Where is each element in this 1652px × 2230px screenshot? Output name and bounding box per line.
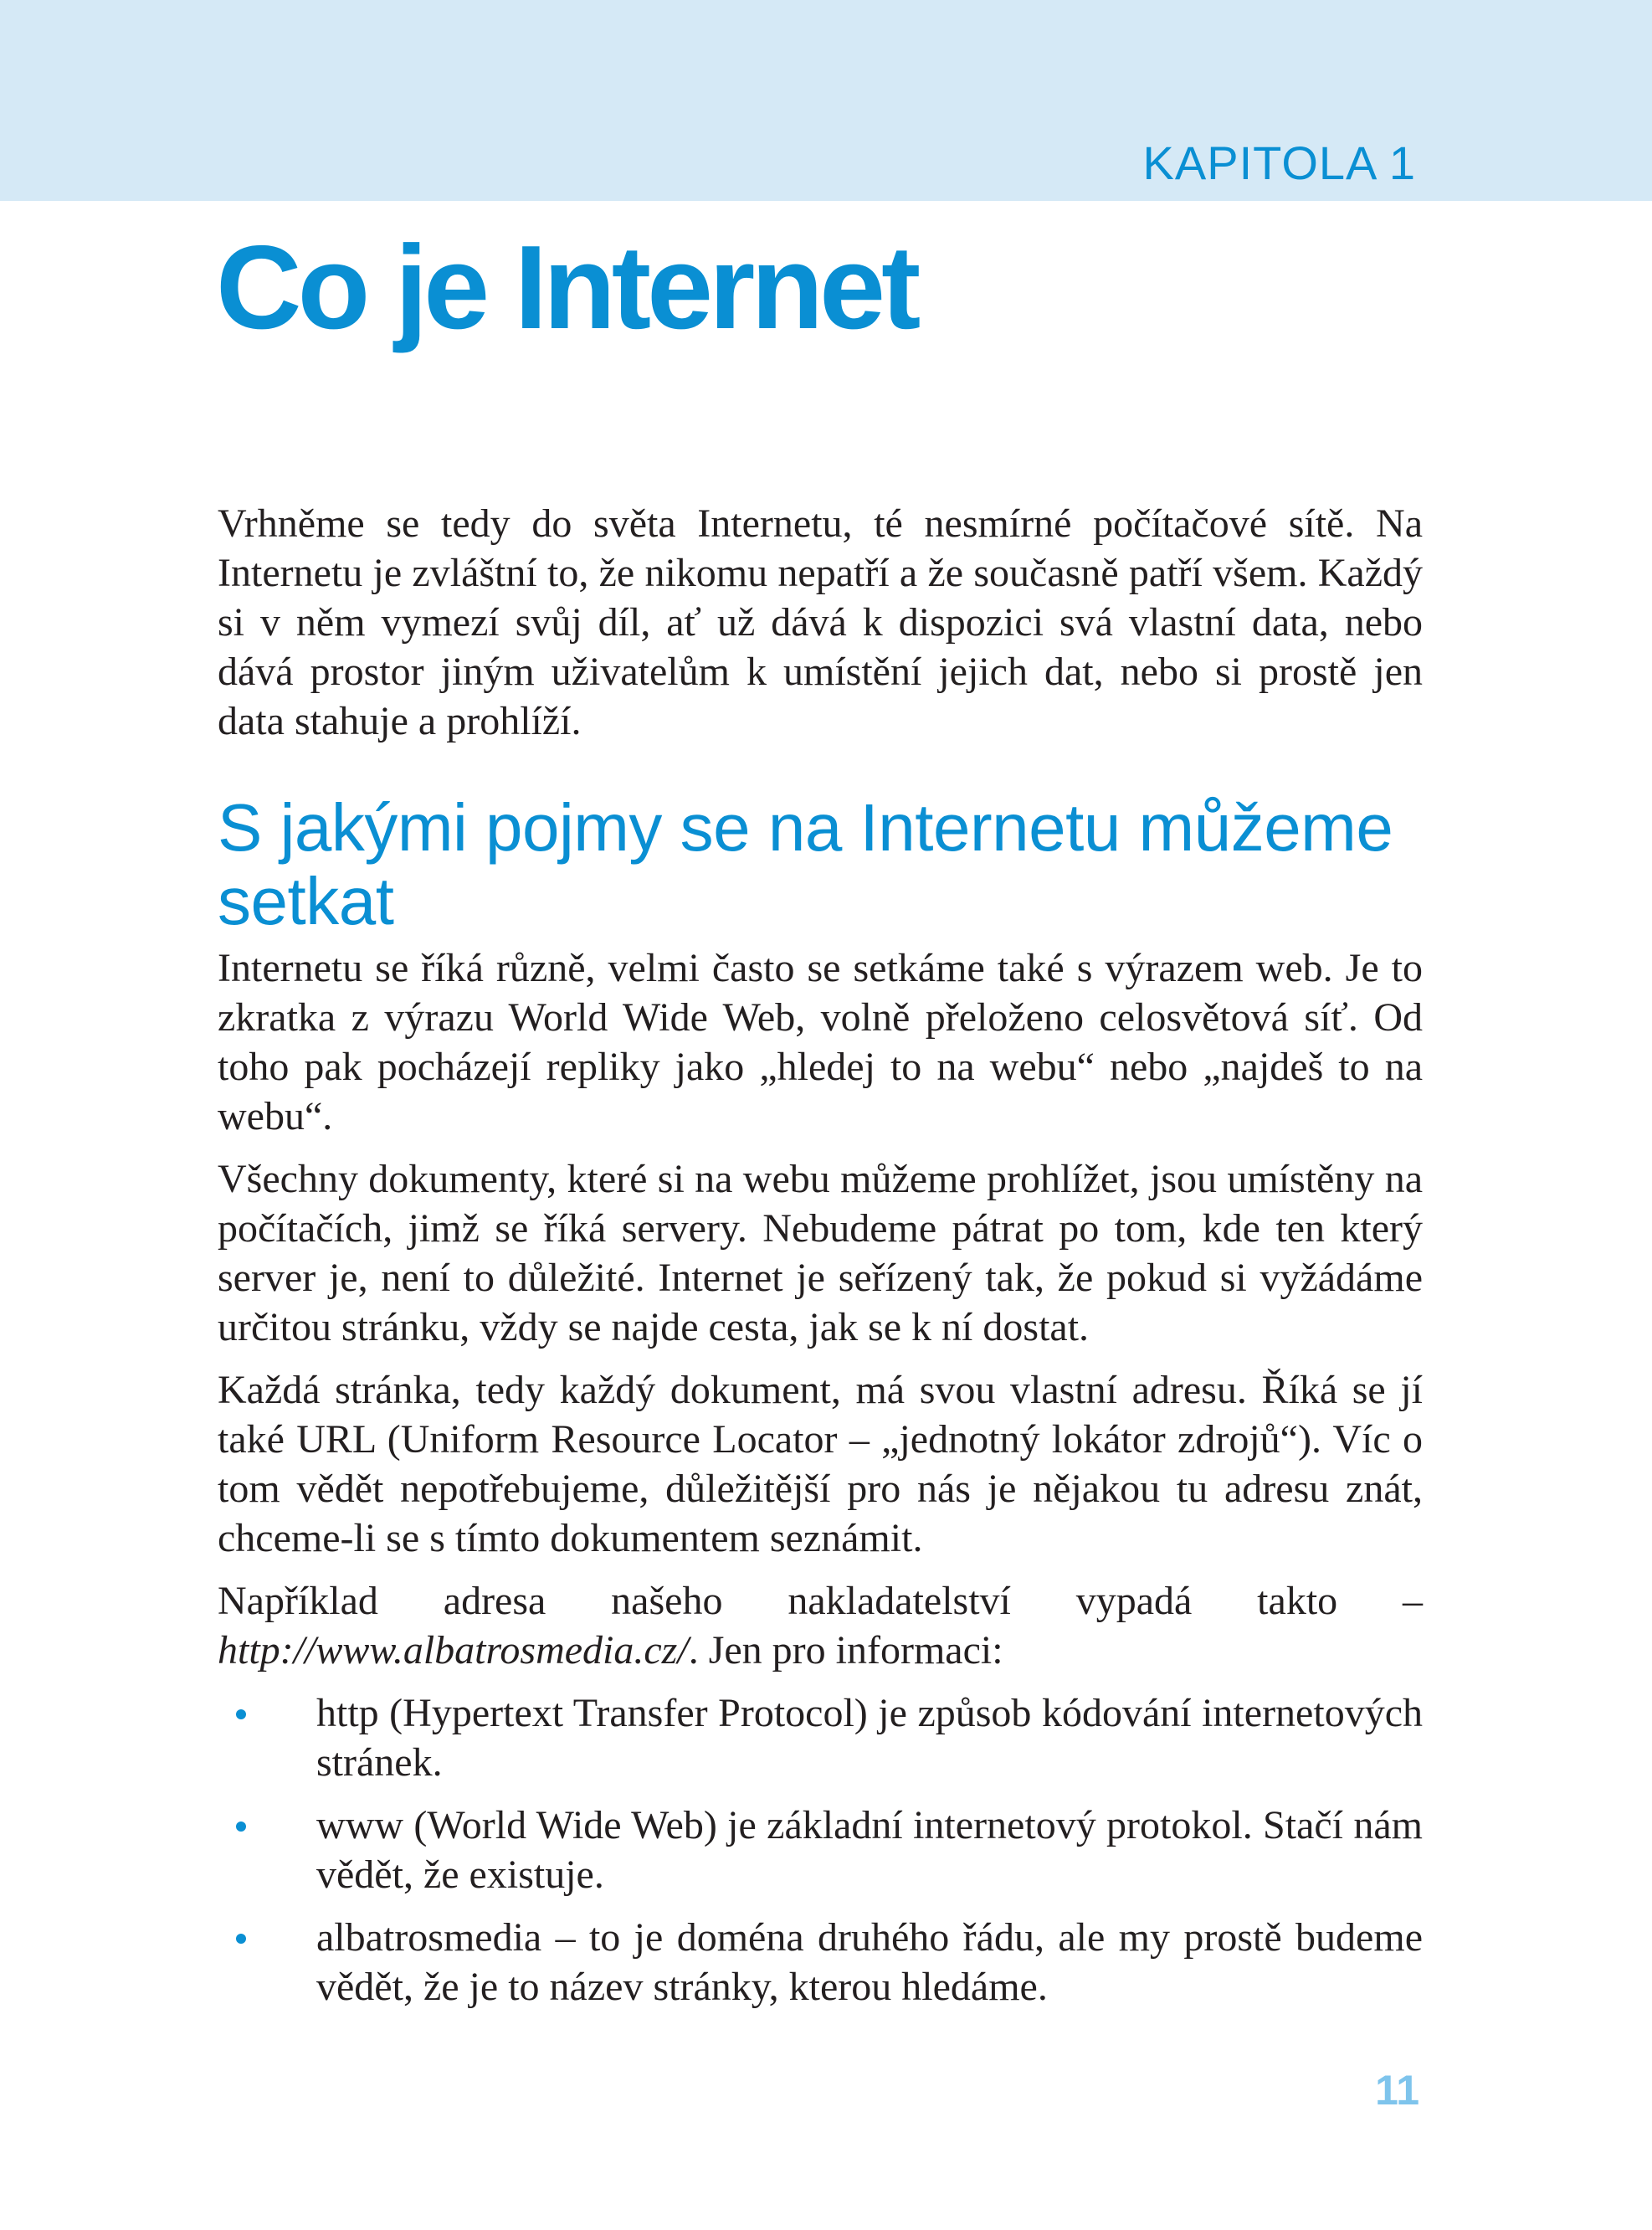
bullet-icon bbox=[236, 1822, 246, 1832]
example-url: http://www.albatrosmedia.cz/ bbox=[218, 1628, 689, 1672]
bullet-icon bbox=[236, 1934, 246, 1944]
section-title: S jakými pojmy se na Internetu můžeme setkat bbox=[218, 790, 1393, 938]
list-item bbox=[218, 1913, 1423, 2012]
list-item-text: albatrosmedia – to je doména druhého řádu, ale my prostě budeme vědět, že je to název stránky, kterou hledáme. bbox=[316, 1915, 1423, 2009]
paragraph-web: Internetu se říká různě, velmi často se setkáme také s výrazem web. Je to zkratka z výrazu World Wide Web, volně přeloženo celosvětová síť. Od toho pak pocházejí repliky jako „hledej to na webu“ nebo „najdeš to na webu“. bbox=[218, 946, 1423, 1138]
bullet-icon bbox=[236, 1709, 246, 1719]
chapter-label: KAPITOLA 1 bbox=[1142, 136, 1416, 189]
bullet-list bbox=[218, 1688, 1423, 2012]
intro-paragraph: Vrhněme se tedy do světa Internetu, té nesmírné počítačové sítě. Na Internetu je zvláštní to, že nikomu nepatří a že současně patří všem. Každý si v něm vymezí svůj díl, ať už dává k dispozici svá vlastní data, nebo dává prostor jiným uživatelům k umístění jejich dat, nebo si prostě jen data stahuje a prohlíží. bbox=[218, 501, 1423, 743]
list-item-text: www (World Wide Web) je základní internetový protokol. Stačí nám vědět, že existuje. bbox=[316, 1803, 1423, 1897]
page-number: 11 bbox=[1375, 2067, 1419, 2114]
chapter-title: Co je Internet bbox=[216, 221, 917, 354]
list-item bbox=[218, 1688, 1423, 1787]
example-text-after: . Jen pro informaci: bbox=[688, 1628, 1003, 1672]
paragraph-url: Každá stránka, tedy každý dokument, má svou vlastní adresu. Říká se jí také URL (Uniform Resource Locator – „jednotný lokátor zdrojů“). Víc o tom vědět nepotřebujeme, důležitější pro nás je nějakou tu adresu znát, chceme-li se s tímto dokumentem seznámit. bbox=[218, 1368, 1423, 1560]
list-item-text: http (Hypertext Transfer Protocol) je způsob kódování internetových stránek. bbox=[316, 1691, 1423, 1785]
paragraph-servers: Všechny dokumenty, které si na webu můžeme prohlížet, jsou umístěny na počítačích, jimž se říká servery. Nebudeme pátrat po tom, kde ten který server je, není to důležité. Internet je seřízený tak, že pokud si vyžádáme určitou stránku, vždy se najde cesta, jak se k ní dostat. bbox=[218, 1157, 1423, 1349]
paragraph-example bbox=[218, 1576, 1423, 1675]
list-item bbox=[218, 1801, 1423, 1899]
example-text-before: Například adresa našeho nakladatelství vypadá takto – bbox=[218, 1579, 1423, 1623]
page-content bbox=[218, 499, 1423, 2025]
